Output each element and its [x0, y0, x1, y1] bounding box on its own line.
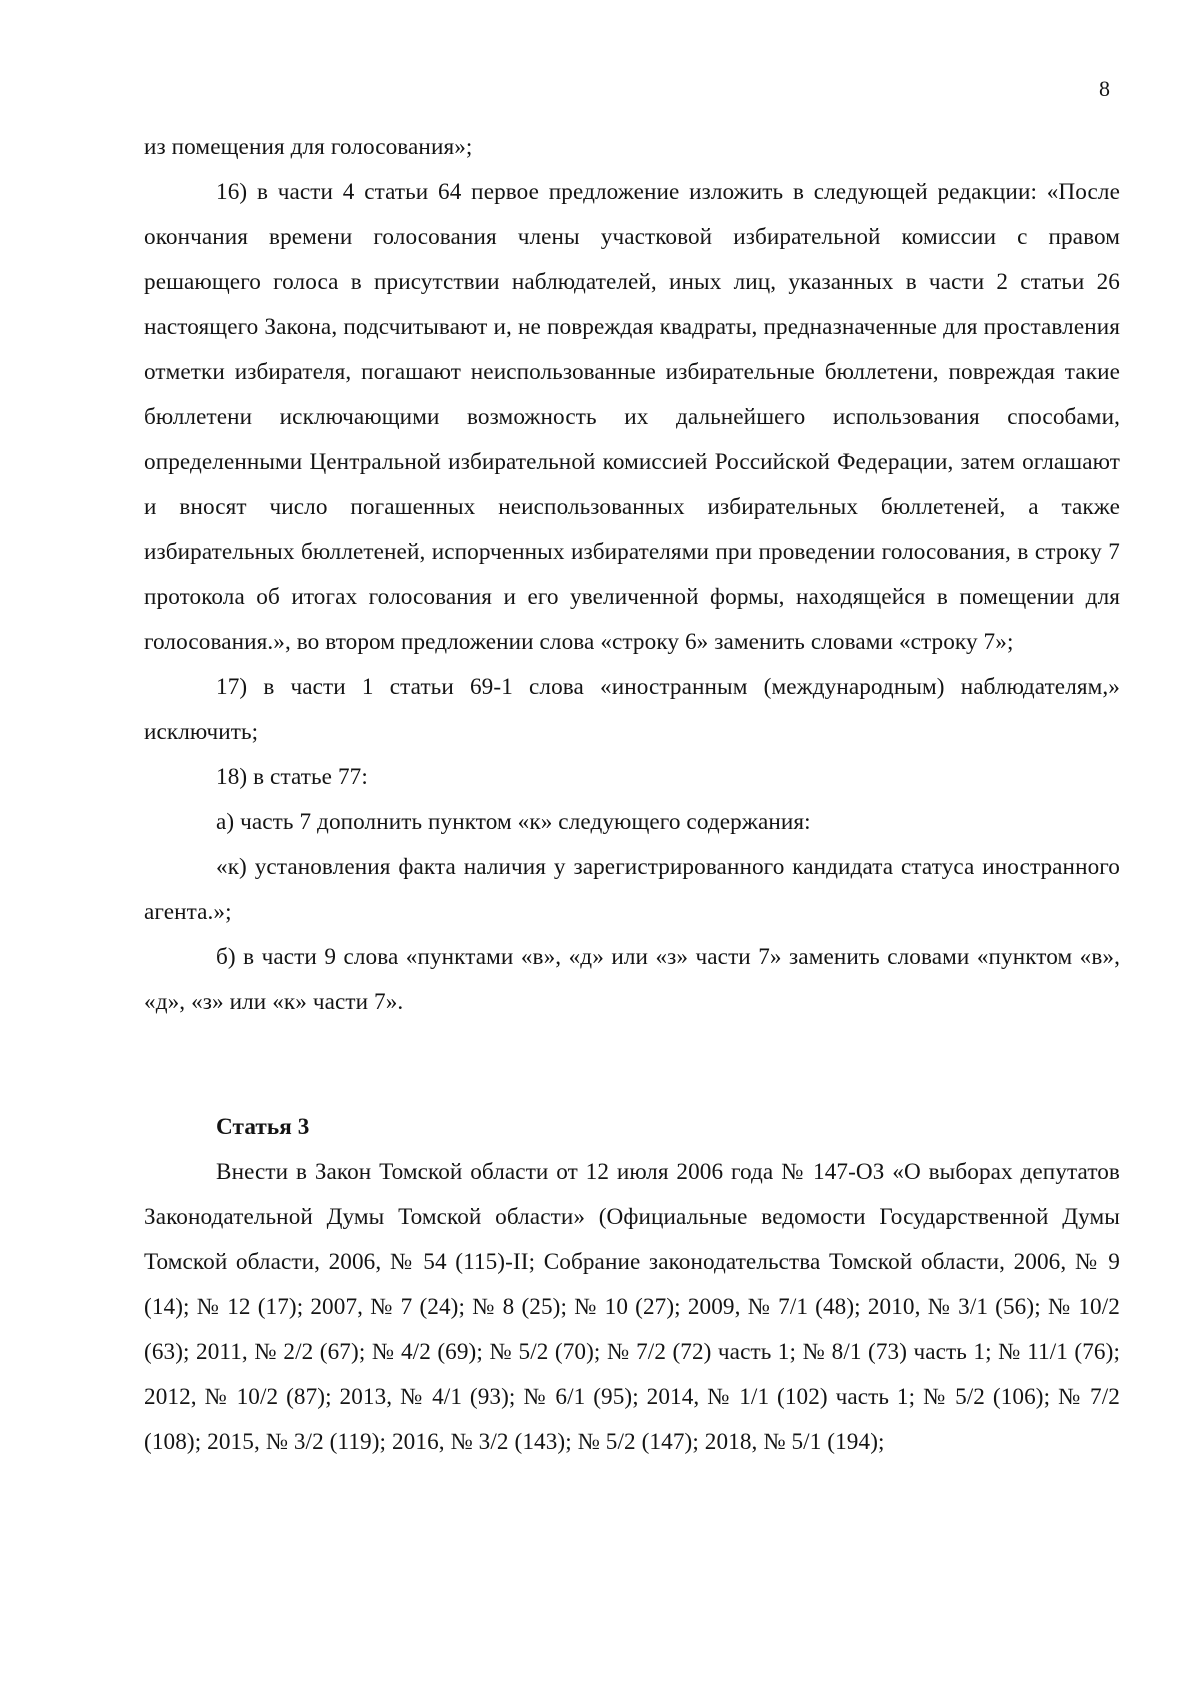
paragraph-item-18: 18) в статье 77: [216, 764, 368, 790]
paragraph-quote-k: «к) установления факта наличия у зарегистрированного кандидата статуса иностранного агента.»; [144, 854, 1120, 925]
paragraph-item-17: 17) в части 1 статьи 69-1 слова «иностранным (международным) наблюдателям,» исключить; [144, 674, 1120, 745]
page-number: 8 [1099, 76, 1110, 101]
article-heading: Статья 3 [216, 1114, 310, 1140]
paragraph-continuation: из помещения для голосования»; [144, 134, 473, 160]
document-body [144, 125, 1120, 1465]
paragraph-item-16: 16) в части 4 статьи 64 первое предложение изложить в следующей редакции: «После окончания времени голосования члены участковой избирательной комиссии с правом решающего голоса в присутствии наблюдателей, иных лиц, указанных в части 2 статьи 26 настоящего Закона, подсчитывают и, не повреждая квадраты, предназначенные для проставления отметки избирателя, погашают неиспользованные избирательные бюллетени, повреждая такие бюллетени исключающими возможность их дальнейшего использования способами, определенными Центральной избирательной комиссией Российской Федерации, затем оглашают и вносят число погашенных неиспользованных избирательных бюллетеней, а также избирательных бюллетеней, испорченных избирателями при проведении голосования, в строку 7 протокола об итогах голосования и его увеличенной формы, находящейся в помещении для голосования.», во втором предложении слова «строку 6» заменить словами «строку 7»; [144, 179, 1120, 655]
paragraph-article-3-body: Внести в Закон Томской области от 12 июля 2006 года № 147-ОЗ «О выборах депутатов Законодательной Думы Томской области» (Официальные ведомости Государственной Думы Томской области, 2006, № 54 (115)-II; Собрание законодательства Томской области, 2006, № 9 (14); № 12 (17); 2007, № 7 (24); № 8 (25); № 10 (27); 2009, № 7/1 (48); 2010, № 3/1 (56); № 10/2 (63); 2011, № 2/2 (67); № 4/2 (69); № 5/2 (70); № 7/2 (72) часть 1; № 8/1 (73) часть 1; № 11/1 (76); 2012, № 10/2 (87); 2013, № 4/1 (93); № 6/1 (95); 2014, № 1/1 (102) часть 1; № 5/2 (106); № 7/2 (108); 2015, № 3/2 (119); 2016, № 3/2 (143); № 5/2 (147); 2018, № 5/1 (194); [144, 1159, 1120, 1455]
paragraph-item-18b: б) в части 9 слова «пунктами «в», «д» или «з» части 7» заменить словами «пунктом «в», «д», «з» или «к» части 7». [144, 944, 1120, 1015]
paragraph-item-18a: а) часть 7 дополнить пунктом «к» следующего содержания: [216, 809, 811, 835]
